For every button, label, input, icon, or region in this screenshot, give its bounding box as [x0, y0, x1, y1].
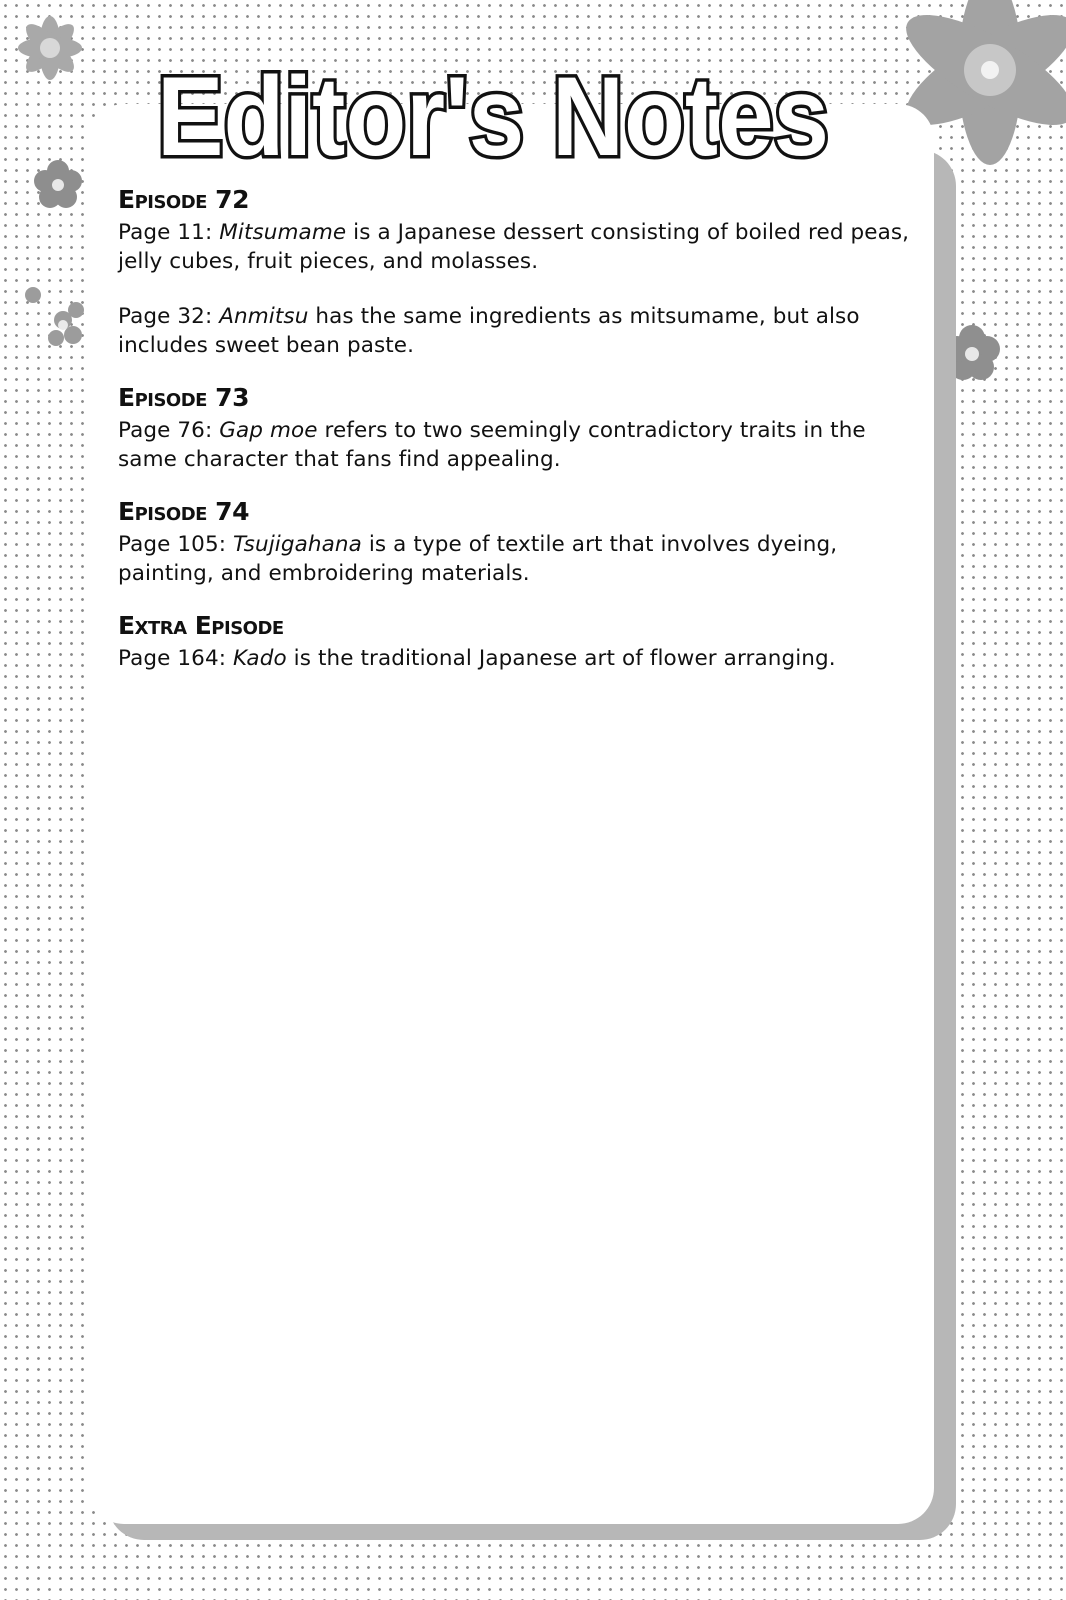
note-item: Page 105: Tsujigahana is a type of textile art that involves dyeing, painting, and embroidering materials.: [118, 532, 838, 586]
section-heading: Episode 72: [118, 185, 249, 214]
note-item: Page 11: Mitsumame is a Japanese dessert consisting of boiled red peas, jelly cubes, fruit pieces, and molasses.: [118, 220, 910, 274]
section-episode-72: [118, 184, 918, 360]
note-item: Page 76: Gap moe refers to two seemingly contradictory traits in the same character that fans find appealing.: [118, 418, 866, 472]
flower-icon: [18, 280, 88, 360]
section-heading: Episode 73: [118, 383, 249, 412]
section-heading: Extra Episode: [118, 611, 284, 640]
notes-content: [118, 184, 918, 695]
note-item: Page 32: Anmitsu has the same ingredients as mitsumame, but also includes sweet bean paste.: [118, 304, 860, 358]
section-episode-73: [118, 382, 918, 474]
section-episode-74: [118, 496, 918, 588]
page-title-text: Editor's Notes: [157, 54, 829, 179]
section-heading: Episode 74: [118, 497, 249, 526]
page-title: [0, 30, 1000, 180]
section-extra-episode: [118, 610, 918, 673]
note-item: Page 164: Kado is the traditional Japanese art of flower arranging.: [118, 646, 836, 671]
